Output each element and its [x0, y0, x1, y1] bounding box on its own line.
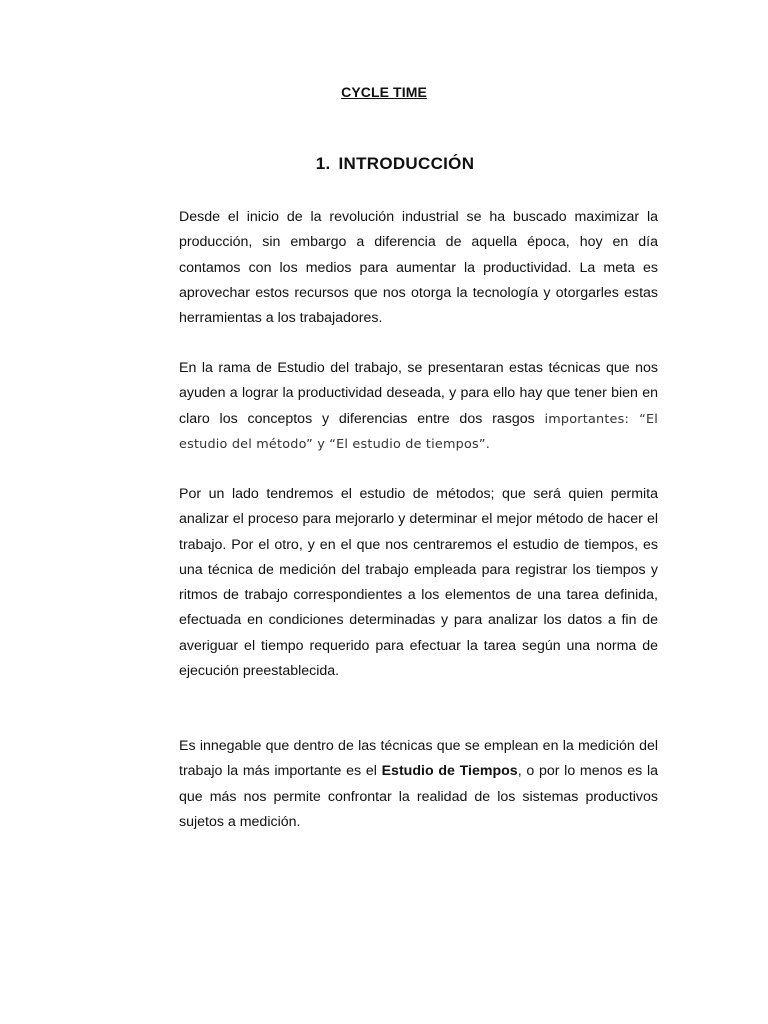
paragraph-conclusion-start: Es innegable que dentro de las técnicas que se emplean en la medición del trabajo la más importante es el — [179, 738, 658, 780]
section-number: 1. — [315, 154, 331, 173]
paragraph-conclusion — [179, 734, 658, 835]
document-title: CYCLE TIME — [341, 84, 427, 100]
section-heading — [0, 154, 768, 174]
section-title: INTRODUCCIÓN — [338, 154, 475, 173]
paragraph-work-study-tail: importantes: “El estudio del método” y “El estudio de tiempos”. — [179, 411, 658, 452]
paragraph-conclusion-end: , o por lo menos es la que más nos permite confrontar la realidad de los sistemas productivos sujetos a medición. — [179, 763, 658, 830]
paragraph-work-study-text: En la rama de Estudio del trabajo, se presentaran estas técnicas que nos ayuden a lograr la productividad deseada, y para ello hay que tener bien en claro los conceptos y diferencias entre dos rasgos — [179, 360, 658, 427]
emphasis-estudio-de-tiempos: Estudio de Tiempos — [381, 763, 518, 780]
paragraph-methods-times: Por un lado tendremos el estudio de métodos; que será quien permita analizar el proceso para mejorarlo y determinar el mejor método de hacer el trabajo. Por el otro, y en el que nos centraremos el estudio de tiempos, es una técnica de medición del trabajo empleada para registrar los tiempos y ritmos de trabajo correspondientes a los elementos de una tarea definida, efectuada en condiciones determinadas y para analizar los datos a fin de averiguar el tiempo requerido para efectuar la tarea según una norma de ejecución preestablecida. — [179, 486, 658, 680]
paragraph-work-study — [179, 356, 658, 457]
paragraph-intro: Desde el inicio de la revolución industrial se ha buscado maximizar la producción, sin embargo a diferencia de aquella época, hoy en día contamos con los medios para aumentar la productividad. La meta es aprovechar estos recursos que nos otorga la tecnología y otorgarles estas herramientas a los trabajadores. — [179, 209, 658, 327]
